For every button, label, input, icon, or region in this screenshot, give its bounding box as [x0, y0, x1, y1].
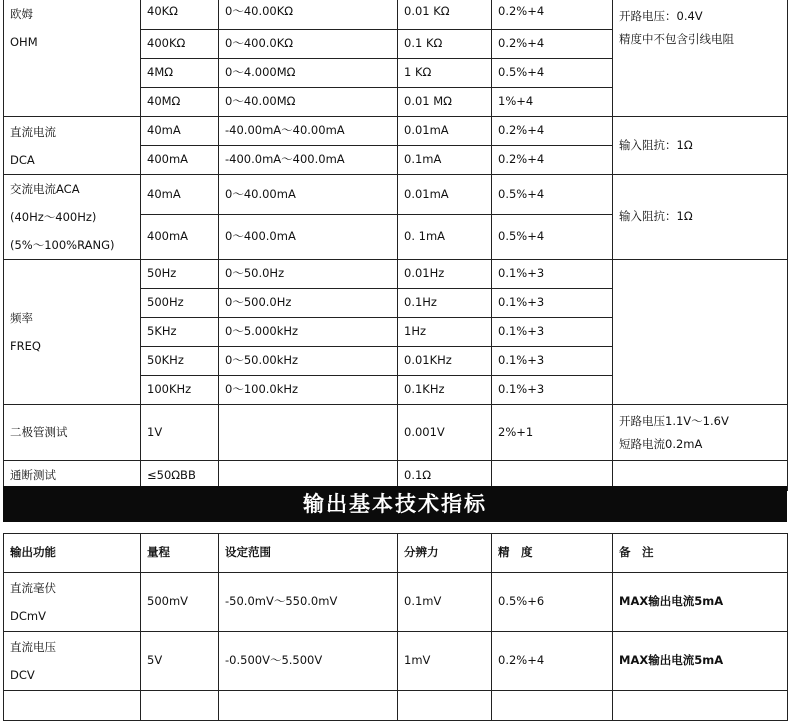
resolution-cell: 0.01mA — [398, 117, 492, 146]
notes-cell-diode: 开路电压1.1V～1.6V 短路电流0.2mA — [613, 405, 788, 461]
accuracy-cell: 0.5%+4 — [492, 215, 613, 260]
span-cell: 0～400.0mA — [219, 215, 398, 260]
resolution-cell: 0.1KHz — [398, 376, 492, 405]
range-cell: 400mA — [141, 215, 219, 260]
table-cell — [219, 691, 398, 721]
section-banner: 输出基本技术指标 — [3, 486, 787, 522]
notes-cell-aca: 输入阻抗：1Ω — [613, 175, 788, 260]
resolution-cell: 0.1mV — [398, 573, 492, 632]
accuracy-cell: 0.5%+4 — [492, 175, 613, 215]
header-range: 量程 — [141, 534, 219, 573]
range-cell: 40MΩ — [141, 88, 219, 117]
span-cell: 0～50.00kHz — [219, 347, 398, 376]
span-cell: -40.00mA～40.00mA — [219, 117, 398, 146]
resolution-cell: 1Hz — [398, 318, 492, 347]
function-cell-dcmv: 直流毫伏 DCmV — [4, 573, 141, 632]
function-cell-diode: 二极管测试 — [4, 405, 141, 461]
notes-cell: MAX输出电流5mA — [613, 632, 788, 691]
resolution-cell: 1mV — [398, 632, 492, 691]
table-cell — [398, 691, 492, 721]
accuracy-cell: 0.1%+3 — [492, 289, 613, 318]
range-cell: 100KHz — [141, 376, 219, 405]
function-cell-continuity: 通断测试 — [4, 461, 141, 491]
resolution-cell: 0.001V — [398, 405, 492, 461]
accuracy-cell: 0.2%+4 — [492, 146, 613, 175]
span-cell: 0～100.0kHz — [219, 376, 398, 405]
span-cell: 0～400.0KΩ — [219, 30, 398, 59]
function-cell-freq: 频率 FREQ — [4, 260, 141, 405]
table-cell — [613, 691, 788, 721]
resolution-cell: 0.1Hz — [398, 289, 492, 318]
function-cell-dca: 直流电流 DCA — [4, 117, 141, 175]
range-cell: 500Hz — [141, 289, 219, 318]
header-accuracy: 精 度 — [492, 534, 613, 573]
output-spec-table — [3, 533, 788, 721]
accuracy-cell: 0.1%+3 — [492, 260, 613, 289]
span-cell: -0.500V～5.500V — [219, 632, 398, 691]
resolution-cell: 0.01KHz — [398, 347, 492, 376]
resolution-cell: 0.01mA — [398, 175, 492, 215]
span-cell: 0～40.00KΩ — [219, 0, 398, 30]
resolution-cell: 0. 1mA — [398, 215, 492, 260]
resolution-cell: 1 KΩ — [398, 59, 492, 88]
accuracy-cell: 0.2%+4 — [492, 30, 613, 59]
input-spec-table — [3, 0, 788, 491]
range-cell: 50Hz — [141, 260, 219, 289]
span-cell: 0～4.000MΩ — [219, 59, 398, 88]
accuracy-cell: 0.1%+3 — [492, 318, 613, 347]
range-cell: 5KHz — [141, 318, 219, 347]
span-cell: 0～40.00MΩ — [219, 88, 398, 117]
table-cell — [141, 691, 219, 721]
span-cell: -400.0mA～400.0mA — [219, 146, 398, 175]
range-cell: 40KΩ — [141, 0, 219, 30]
resolution-cell: 0.01 MΩ — [398, 88, 492, 117]
resolution-cell: 0.1Ω — [398, 461, 492, 491]
accuracy-cell: 0.5%+6 — [492, 573, 613, 632]
range-cell: ≤50ΩBB — [141, 461, 219, 491]
accuracy-cell: 0.1%+3 — [492, 376, 613, 405]
table-cell — [492, 691, 613, 721]
span-cell: 0～40.00mA — [219, 175, 398, 215]
accuracy-cell: 0.5%+4 — [492, 59, 613, 88]
header-span: 设定范围 — [219, 534, 398, 573]
accuracy-cell: 2%+1 — [492, 405, 613, 461]
range-cell: 40mA — [141, 175, 219, 215]
span-cell: -50.0mV～550.0mV — [219, 573, 398, 632]
function-cell-aca: 交流电流ACA (40Hz～400Hz) (5%～100%RANG) — [4, 175, 141, 260]
notes-cell-ohm: 开路电压：0.4V 精度中不包含引线电阻 — [613, 0, 788, 117]
header-notes: 备 注 — [613, 534, 788, 573]
range-cell: 50KHz — [141, 347, 219, 376]
resolution-cell: 0.1mA — [398, 146, 492, 175]
resolution-cell: 0.1 KΩ — [398, 30, 492, 59]
range-cell: 400mA — [141, 146, 219, 175]
accuracy-cell: 1%+4 — [492, 88, 613, 117]
notes-cell-dca: 输入阻抗：1Ω — [613, 117, 788, 175]
header-function: 输出功能 — [4, 534, 141, 573]
span-cell — [219, 405, 398, 461]
header-resolution: 分辨力 — [398, 534, 492, 573]
range-cell: 1V — [141, 405, 219, 461]
accuracy-cell: 0.2%+4 — [492, 632, 613, 691]
range-cell: 5V — [141, 632, 219, 691]
notes-cell: MAX输出电流5mA — [613, 573, 788, 632]
function-cell-ohm: 欧姆 OHM — [4, 0, 141, 117]
range-cell: 4MΩ — [141, 59, 219, 88]
notes-cell-freq — [613, 260, 788, 405]
range-cell: 40mA — [141, 117, 219, 146]
span-cell: 0～5.000kHz — [219, 318, 398, 347]
function-cell-dcv: 直流电压 DCV — [4, 632, 141, 691]
accuracy-cell: 0.2%+4 — [492, 117, 613, 146]
span-cell: 0～500.0Hz — [219, 289, 398, 318]
resolution-cell: 0.01 KΩ — [398, 0, 492, 30]
resolution-cell: 0.01Hz — [398, 260, 492, 289]
range-cell: 400KΩ — [141, 30, 219, 59]
accuracy-cell: 0.2%+4 — [492, 0, 613, 30]
table-cell — [4, 691, 141, 721]
range-cell: 500mV — [141, 573, 219, 632]
accuracy-cell: 0.1%+3 — [492, 347, 613, 376]
span-cell: 0～50.0Hz — [219, 260, 398, 289]
